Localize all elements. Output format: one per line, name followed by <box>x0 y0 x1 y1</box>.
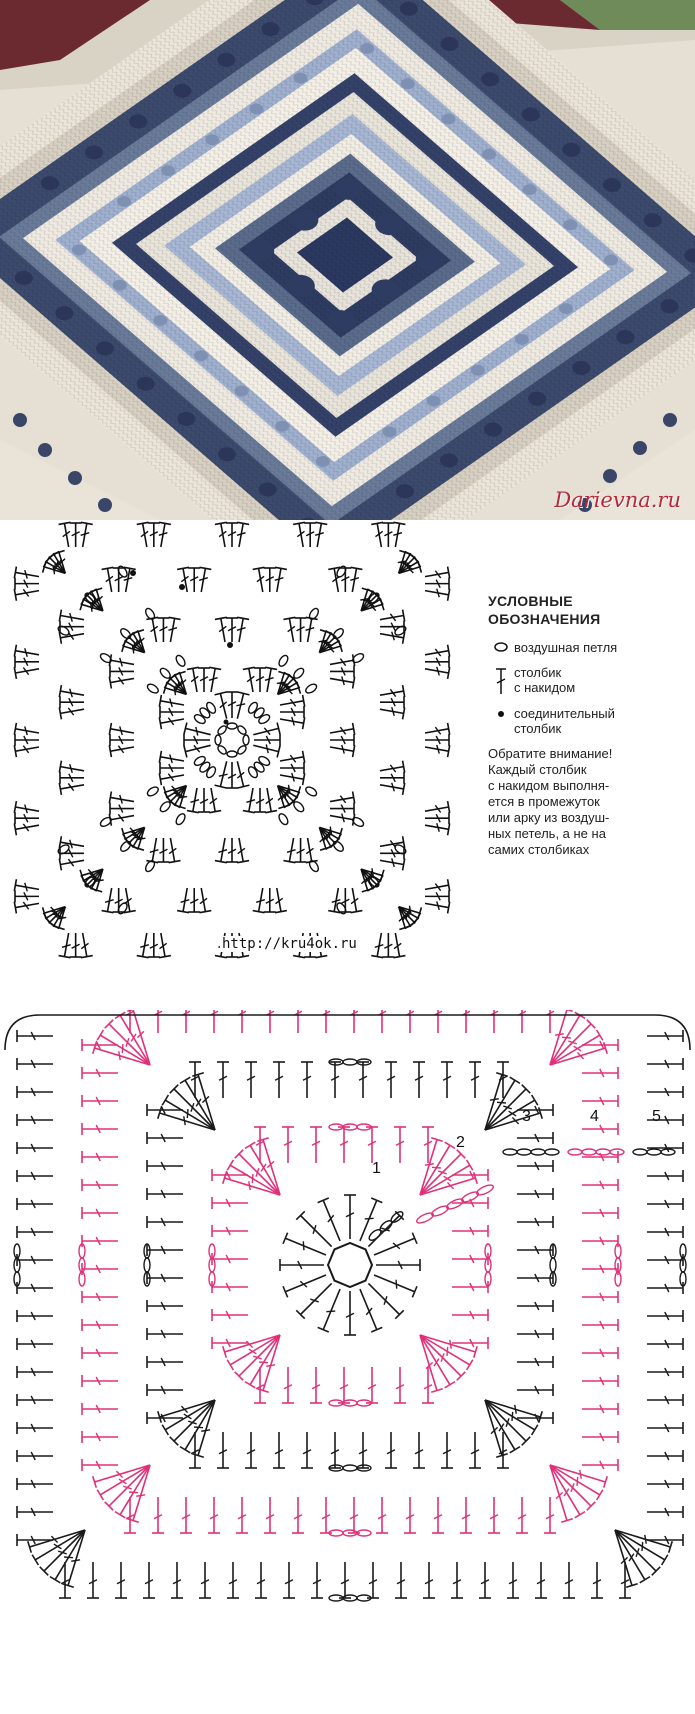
stitch-top-bar <box>275 911 287 913</box>
stitch-top-bar <box>445 1142 455 1148</box>
stitch-top-bar <box>14 667 16 679</box>
stitch-top-bar <box>109 791 111 803</box>
legend-title-line2: ОБОЗНАЧЕНИЯ <box>488 611 601 627</box>
stitch-yarn-over <box>645 1535 646 1544</box>
chain-stitch <box>332 627 345 640</box>
stitch-top-bar <box>14 589 16 601</box>
stitch-top-bar <box>115 1512 125 1518</box>
chain-stitch <box>243 735 249 745</box>
stitch-top-bar <box>448 723 450 735</box>
chain-stitch <box>647 1149 661 1155</box>
stitch-top-bar <box>59 522 71 524</box>
stitch-top-bar <box>640 1577 650 1583</box>
stitch-top-bar <box>159 717 161 729</box>
stitch-yarn-over <box>249 1181 250 1190</box>
stitch-top-bar <box>283 617 295 619</box>
double-crochet-stitch <box>374 1275 415 1292</box>
stitch-yarn-over <box>303 1241 304 1250</box>
stitch-top-bar <box>448 589 450 601</box>
double-crochet-icon <box>488 665 514 696</box>
stitch-top-bar <box>59 685 61 697</box>
legend-item-chain <box>488 640 688 655</box>
chain-stitch <box>159 667 172 680</box>
stitch-top-bar <box>353 791 355 803</box>
stitch-yarn-over <box>219 774 228 776</box>
stitch-yarn-over <box>122 1044 123 1053</box>
stitch-top-bar <box>265 667 277 669</box>
stitch-top-bar <box>662 1555 668 1565</box>
stitch-top-bar <box>187 811 199 813</box>
stitch-top-bar <box>209 811 221 813</box>
legend-note-line: с накидом выполня- <box>488 778 610 793</box>
legend-note-line: Каждый столбик <box>488 762 587 777</box>
stitch-top-bar <box>169 861 181 863</box>
stitch-top-bar <box>293 956 305 958</box>
stitch-yarn-over <box>326 1311 335 1312</box>
stitch-top-bar <box>448 902 450 914</box>
slip-stitch <box>224 720 229 725</box>
stitch-yarn-over <box>450 1340 451 1349</box>
chain-stitch <box>205 765 217 779</box>
chain-stitch <box>216 744 227 755</box>
chain-stitch <box>304 682 318 694</box>
stitch-yarn-over <box>136 1495 145 1496</box>
stitch-top-bar <box>215 617 227 619</box>
chain-stitch <box>216 724 227 735</box>
stitch-top-bar <box>315 522 327 524</box>
stitch-yarn-over <box>515 1405 516 1414</box>
stitch-yarn-over <box>119 1051 120 1060</box>
chain-stitch <box>144 607 156 621</box>
stitch-yarn-over <box>328 1215 334 1222</box>
stitch-top-bar <box>180 1447 190 1453</box>
double-crochet-stitch <box>360 1289 377 1330</box>
stitch-top-bar <box>109 677 111 689</box>
stitch-top-bar <box>162 1095 168 1105</box>
magic-ring <box>328 1243 372 1287</box>
stitch-top-bar <box>448 879 450 891</box>
stitch-top-bar <box>394 956 406 958</box>
chain-stitch <box>252 706 265 719</box>
chain-stitch <box>304 785 318 797</box>
chain-stitch-icon <box>488 640 514 653</box>
slip-stitch <box>227 642 233 648</box>
stitch-top-bar <box>532 1095 538 1105</box>
stitch-yarn-over <box>365 1218 374 1219</box>
slip-stitch <box>179 584 185 590</box>
stitch-top-bar <box>445 1382 455 1388</box>
stitch-yarn-over <box>396 1280 397 1289</box>
stitch-top-bar <box>159 751 161 763</box>
chain-stitch <box>308 859 320 873</box>
chain-stitch <box>475 1183 494 1197</box>
chain-stitch <box>247 765 259 779</box>
stitch-top-bar <box>169 617 181 619</box>
stitch-top-bar <box>315 956 327 958</box>
stitch-top-bar <box>81 522 93 524</box>
stitch-top-bar <box>403 610 405 622</box>
chain-stitch <box>193 755 207 767</box>
chain-stitch <box>193 713 207 725</box>
legend-note-line: самих столбиках <box>488 842 590 857</box>
stitch-yarn-over <box>497 1102 506 1103</box>
stitch-yarn-over <box>196 727 198 736</box>
stitch-top-bar <box>448 567 450 579</box>
stitch-top-bar <box>403 685 405 697</box>
stitch-top-bar <box>50 1577 60 1583</box>
slip-stitch-icon <box>488 706 514 721</box>
stitch-yarn-over <box>184 1116 185 1125</box>
stitch-yarn-over <box>490 1099 499 1100</box>
stitch-top-bar <box>403 761 405 773</box>
stitch-top-bar <box>32 1555 38 1565</box>
stitch-top-bar <box>448 745 450 757</box>
chain-stitch <box>568 1149 582 1155</box>
slip-stitch <box>130 570 136 576</box>
stitch-top-bar <box>353 723 355 735</box>
stitch-top-bar <box>14 723 16 735</box>
chain-stitch <box>119 627 132 640</box>
chain-stitch <box>205 701 217 715</box>
stitch-top-bar <box>177 567 189 569</box>
legend-note-line: ется в промежуток <box>488 794 600 809</box>
source-url: http://kru4ok.ru <box>222 936 357 952</box>
legend <box>488 592 688 858</box>
stitch-top-bar <box>303 773 305 785</box>
stitch-yarn-over <box>259 1362 268 1363</box>
chain-stitch <box>503 1149 517 1155</box>
stitch-yarn-over <box>562 1037 571 1038</box>
chain-stitch <box>236 724 247 735</box>
stitch-yarn-over <box>129 1492 138 1493</box>
chain-stitch <box>146 682 160 694</box>
chain-stitch <box>247 701 259 715</box>
stitch-yarn-over <box>266 744 268 753</box>
stitch-top-bar <box>215 522 227 524</box>
double-crochet-stitch <box>323 1200 340 1241</box>
stitch-top-bar <box>187 667 199 669</box>
stitch-top-bar <box>371 522 383 524</box>
stitch-top-bar <box>237 861 249 863</box>
chain-stitch <box>610 1149 624 1155</box>
stitch-top-bar <box>532 1425 538 1435</box>
blanket-photo <box>0 0 695 520</box>
chain-stitch <box>99 652 113 664</box>
stitch-top-bar <box>303 717 305 729</box>
chain-stitch <box>633 1149 647 1155</box>
chain-stitch <box>545 1149 559 1155</box>
stitch-top-bar <box>109 745 111 757</box>
stitch-top-bar <box>303 695 305 707</box>
chain-stitch <box>351 652 365 664</box>
double-crochet-stitch <box>285 1238 326 1255</box>
chain-stitch <box>343 1465 357 1471</box>
stitch-top-bar <box>243 811 255 813</box>
row-label-1: 1 <box>372 1160 381 1177</box>
chain-stitch <box>99 816 113 828</box>
double-crochet-stitch <box>368 1283 399 1314</box>
stitch-top-bar <box>209 667 221 669</box>
stitch-top-bar <box>59 707 61 719</box>
stitch-top-bar <box>597 1030 603 1040</box>
chain-stitch <box>252 760 265 773</box>
stitch-top-bar <box>180 1077 190 1083</box>
stitch-yarn-over <box>252 1174 253 1183</box>
stitch-yarn-over <box>642 1542 643 1551</box>
stitch-top-bar <box>102 911 114 913</box>
chain-stitch <box>119 840 132 853</box>
stitch-top-bar <box>303 751 305 763</box>
stitch-top-bar <box>14 823 16 835</box>
stitch-top-bar <box>510 1077 520 1083</box>
stitch-top-bar <box>575 1512 585 1518</box>
chain-stitch <box>332 840 345 853</box>
stitch-top-bar <box>59 859 61 871</box>
chain-stitch <box>351 816 365 828</box>
legend-label-double-crochet: столбик с накидом <box>514 665 576 695</box>
legend-note <box>488 746 688 858</box>
chain-stitch <box>144 1258 150 1272</box>
legend-note-title: Обратите внимание! <box>488 746 613 761</box>
stitch-top-bar <box>265 811 277 813</box>
stitch-top-bar <box>510 1447 520 1453</box>
legend-note-line: ных петель, а не на <box>488 826 606 841</box>
stitch-top-bar <box>59 610 61 622</box>
stitch-top-bar <box>137 522 149 524</box>
row-label-3: 3 <box>522 1108 531 1125</box>
stitch-top-bar <box>293 522 305 524</box>
stitch-top-bar <box>448 645 450 657</box>
stitch-yarn-over <box>432 1167 441 1168</box>
chain-stitch <box>531 1149 545 1155</box>
chain-stitch <box>236 744 247 755</box>
solid-square-chart-panel <box>0 1010 695 1714</box>
stitch-top-bar <box>467 1160 473 1170</box>
stitch-top-bar <box>597 1490 603 1500</box>
legend-item-double-crochet <box>488 665 688 696</box>
stitch-top-bar <box>14 801 16 813</box>
stitch-top-bar <box>81 956 93 958</box>
stitch-yarn-over <box>194 1427 203 1428</box>
stitch-top-bar <box>243 667 255 669</box>
stitch-top-bar <box>253 567 265 569</box>
stitch-top-bar <box>403 783 405 795</box>
stitch-yarn-over <box>187 1109 188 1118</box>
stitch-top-bar <box>351 567 363 569</box>
chain-stitch <box>257 755 271 767</box>
chain-stitch <box>257 713 271 725</box>
stitch-top-bar <box>177 911 189 913</box>
stitch-top-bar <box>97 1490 103 1500</box>
chain-stitch <box>277 812 289 826</box>
stitch-top-bar <box>448 667 450 679</box>
chain-stitch <box>215 735 221 745</box>
legend-title <box>488 592 688 628</box>
chain-stitch <box>292 800 305 813</box>
stitch-yarn-over <box>71 1560 80 1561</box>
chain-stitch <box>198 760 211 773</box>
stitch-yarn-over <box>447 1347 448 1356</box>
stitch-yarn-over <box>266 1365 275 1366</box>
stitch-top-bar <box>237 617 249 619</box>
stitch-top-bar <box>14 567 16 579</box>
stitch-yarn-over <box>393 1243 400 1249</box>
chain-stitch <box>292 667 305 680</box>
stitch-yarn-over <box>555 1034 564 1035</box>
stitch-top-bar <box>159 695 161 707</box>
stitch-top-bar <box>394 522 406 524</box>
stitch-top-bar <box>109 723 111 735</box>
double-crochet-stitch <box>360 1200 377 1241</box>
row-label-2: 2 <box>456 1134 465 1151</box>
stitch-top-bar <box>227 1160 233 1170</box>
double-crochet-stitch <box>301 1216 332 1247</box>
stitch-top-bar <box>353 745 355 757</box>
stitch-yarn-over <box>64 1557 73 1558</box>
stitch-top-bar <box>215 861 227 863</box>
chain-stitch <box>227 723 237 729</box>
stitch-top-bar <box>237 956 249 958</box>
chain-stitch <box>174 812 186 826</box>
legend-note-line: или арку из воздуш- <box>488 810 610 825</box>
chain-stitch <box>277 654 289 668</box>
chain-stitch <box>550 1258 556 1272</box>
double-crochet-stitch <box>285 1275 326 1292</box>
stitch-yarn-over <box>580 1470 581 1479</box>
stitch-top-bar <box>137 956 149 958</box>
chain-stitch <box>517 1149 531 1155</box>
photo-watermark: Darievna.ru <box>554 488 681 512</box>
double-crochet-stitch <box>374 1238 415 1255</box>
chain-stitch <box>227 751 237 757</box>
stitch-top-bar <box>162 1425 168 1435</box>
stitch-top-bar <box>448 801 450 813</box>
stitch-top-bar <box>448 823 450 835</box>
stitch-top-bar <box>102 567 114 569</box>
stitch-top-bar <box>253 911 265 913</box>
stitch-top-bar <box>14 902 16 914</box>
row-label-5: 5 <box>652 1108 661 1125</box>
stitch-top-bar <box>237 522 249 524</box>
stitch-yarn-over <box>300 1281 307 1287</box>
legend-label-chain: воздушная петля <box>514 640 618 655</box>
stitch-top-bar <box>97 1030 103 1040</box>
stitch-top-bar <box>159 773 161 785</box>
stitch-yarn-over <box>236 704 245 706</box>
stitch-top-bar <box>351 911 363 913</box>
stitch-yarn-over <box>201 1430 210 1431</box>
legend-item-slip-stitch <box>488 706 688 736</box>
stitch-yarn-over <box>577 1477 578 1486</box>
stitch-top-bar <box>215 956 227 958</box>
chain-stitch <box>159 800 172 813</box>
chain-stitch <box>198 706 211 719</box>
chain-stitch <box>596 1149 610 1155</box>
chain-stitch <box>308 607 320 621</box>
stitch-top-bar <box>403 707 405 719</box>
stitch-top-bar <box>353 677 355 689</box>
double-crochet-stitch <box>301 1283 332 1314</box>
stitch-top-bar <box>14 645 16 657</box>
stitch-top-bar <box>59 783 61 795</box>
chain-stitch <box>146 785 160 797</box>
stitch-top-bar <box>245 1142 255 1148</box>
stitch-top-bar <box>199 567 211 569</box>
stitch-top-bar <box>403 859 405 871</box>
chain-stitch <box>144 859 156 873</box>
chain-stitch <box>582 1149 596 1155</box>
stitch-top-bar <box>371 956 383 958</box>
stitch-yarn-over <box>425 1164 434 1165</box>
stitch-top-bar <box>467 1360 473 1370</box>
stitch-top-bar <box>275 567 287 569</box>
stitch-top-bar <box>59 761 61 773</box>
chain-stitch <box>174 654 186 668</box>
legend-label-slip-stitch: соединительный столбик <box>514 706 615 736</box>
double-crochet-stitch <box>323 1289 340 1330</box>
stitch-top-bar <box>59 956 71 958</box>
stitch-top-bar <box>14 745 16 757</box>
stitch-yarn-over <box>512 1412 513 1421</box>
stitch-top-bar <box>227 1360 233 1370</box>
stitch-top-bar <box>245 1382 255 1388</box>
stitch-top-bar <box>14 879 16 891</box>
stitch-top-bar <box>199 911 211 913</box>
stitch-top-bar <box>159 956 171 958</box>
stitch-top-bar <box>283 861 295 863</box>
row-label-4: 4 <box>590 1108 599 1125</box>
chain-stitch <box>343 1059 357 1065</box>
blanket-photo-illustration <box>0 0 695 520</box>
stitch-top-bar <box>159 522 171 524</box>
stitch-yarn-over <box>366 1308 372 1315</box>
legend-title-line1: УСЛОВНЫЕ <box>488 593 573 609</box>
